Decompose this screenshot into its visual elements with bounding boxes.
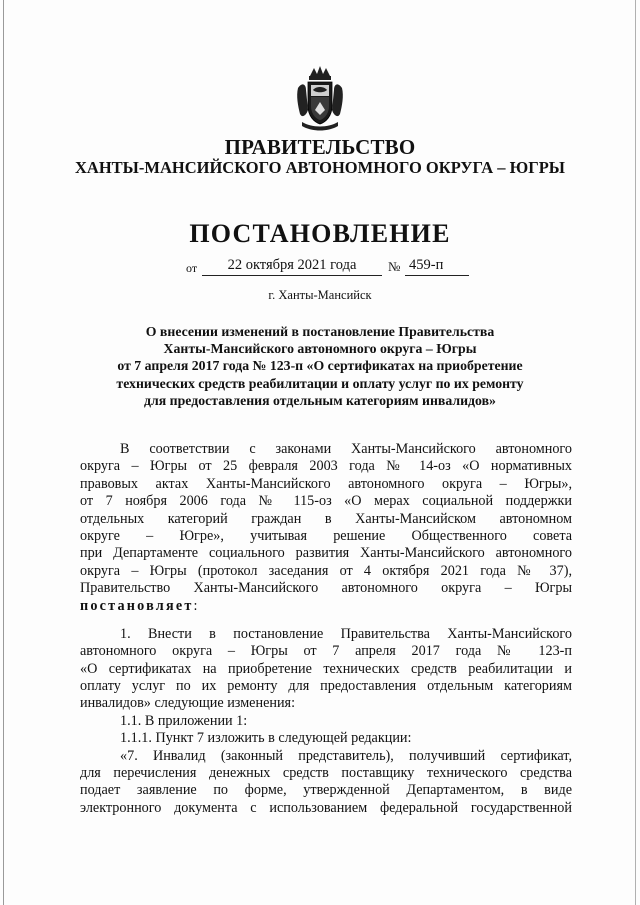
item-1-1: 1.1. В приложении 1: bbox=[120, 712, 248, 729]
city-name: г. Ханты-Мансийск bbox=[268, 288, 372, 302]
document-body bbox=[80, 441, 572, 817]
item-7-line: подает заявление по форме, утвержденной Департаментом, в виде bbox=[80, 782, 572, 799]
preamble-line: отдельных категорий граждан в Ханты-Мансийском автономном bbox=[80, 510, 572, 527]
preamble-line: В соответствии с законами Ханты-Мансийского автономного bbox=[120, 441, 572, 457]
item-1-line: оплату услуг по их ремонту для предоставления отдельным категориям bbox=[80, 678, 572, 695]
preamble-line: округа – Югры от 25 февраля 2003 года № 14-оз «О нормативных bbox=[80, 458, 572, 475]
document-subject bbox=[70, 323, 570, 409]
coat-of-arms-emblem bbox=[296, 66, 344, 132]
preamble-line: Правительство Ханты-Мансийского автономного округа – Югры bbox=[80, 580, 572, 597]
resolves-word: постановляет bbox=[80, 597, 194, 614]
subject-line: Ханты-Мансийского автономного округа – Югры bbox=[163, 341, 477, 357]
item-1-line: инвалидов» следующие изменения: bbox=[80, 695, 296, 712]
resolves-line bbox=[80, 598, 572, 615]
government-title: ПРАВИТЕЛЬСТВО bbox=[224, 135, 416, 159]
preamble-line: округе – Югре», учитывая решение Общественного совета bbox=[80, 527, 572, 544]
item-1-line: «О сертификатах на приобретение технических средств реабилитации и bbox=[80, 660, 572, 677]
preamble-line: от 7 ноября 2006 года № 115-оз «О мерах социальной поддержки bbox=[80, 493, 572, 510]
item-7-line: «7. Инвалид (законный представитель), получивший сертификат, bbox=[120, 747, 572, 764]
item-1-1-1: 1.1.1. Пункт 7 изложить в следующей редакции: bbox=[120, 730, 412, 747]
preamble-line: округа – Югры (протокол заседания от 4 октября 2021 года № 37), bbox=[80, 562, 572, 579]
item-7-line: для перечисления денежных средств поставщику технического средства bbox=[80, 765, 572, 782]
subject-line: О внесении изменений в постановление Правительства bbox=[145, 324, 495, 339]
document-date: 22 октября 2021 года bbox=[202, 257, 382, 276]
preamble-line: правовых актах Ханты-Мансийского автономного округа – Югры», bbox=[80, 475, 572, 492]
item-1-line: 1. Внести в постановление Правительства Ханты-Мансийского bbox=[120, 625, 572, 642]
preamble-line: при Департаменте социального развития Ханты-Мансийского автономного bbox=[80, 545, 572, 562]
government-subtitle: ХАНТЫ-МАНСИЙСКОГО АВТОНОМНОГО ОКРУГА – ЮГРЫ bbox=[75, 158, 565, 177]
item-7-line: электронного документа с использованием федеральной государственной bbox=[80, 799, 572, 816]
number-prefix: № bbox=[388, 259, 401, 274]
item-1-line: автономного округа – Югры от 7 апреля 2017 года № 123-п bbox=[80, 643, 572, 660]
document-type-heading: ПОСТАНОВЛЕНИЕ bbox=[189, 219, 451, 248]
subject-line: для предоставления отдельным категориям инвалидов» bbox=[144, 392, 496, 408]
subject-line: от 7 апреля 2017 года № 123-п «О сертификатах на приобретение bbox=[117, 358, 523, 374]
subject-line: технических средств реабилитации и оплату услуг по их ремонту bbox=[116, 375, 524, 391]
resolves-colon: : bbox=[193, 597, 198, 614]
date-prefix: от bbox=[186, 261, 198, 275]
date-number-line bbox=[0, 257, 640, 279]
document-number: 459-п bbox=[405, 257, 469, 276]
paragraph-gap bbox=[80, 615, 572, 626]
